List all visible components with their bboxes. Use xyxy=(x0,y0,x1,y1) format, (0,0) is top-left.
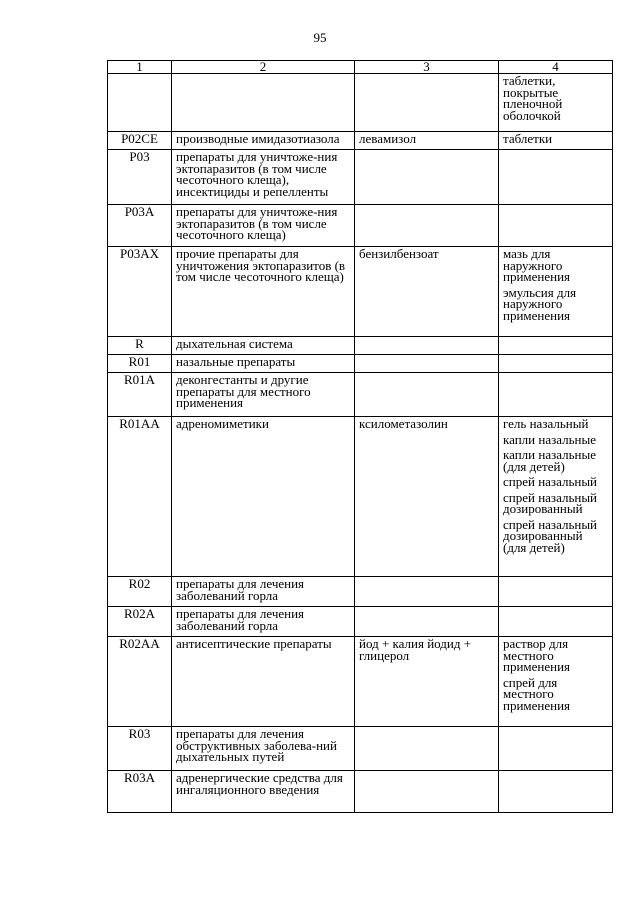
cell-code: P03 xyxy=(108,150,172,205)
cell-code: R01AA xyxy=(108,417,172,577)
cell-name xyxy=(172,74,355,132)
table-row xyxy=(108,607,613,637)
page-number: 95 xyxy=(313,30,327,45)
table-body xyxy=(108,74,613,813)
cell-name: препараты для лечения заболеваний горла xyxy=(172,577,355,607)
cell-forms xyxy=(499,150,613,205)
cell-drug: йод + калия йодид + глицерол xyxy=(355,637,499,727)
table-row xyxy=(108,337,613,355)
cell-code: R01 xyxy=(108,355,172,373)
dosage-form: капли назальные (для детей) xyxy=(503,447,596,474)
table-row xyxy=(108,205,613,247)
cell-drug xyxy=(355,150,499,205)
cell-code: R02 xyxy=(108,577,172,607)
dosage-form: эмульсия для наружного применения xyxy=(503,284,577,323)
cell-drug xyxy=(355,74,499,132)
header-row xyxy=(108,61,613,74)
cell-forms xyxy=(499,205,613,247)
cell-forms xyxy=(499,417,613,577)
table-row xyxy=(108,150,613,205)
cell-code: R03 xyxy=(108,727,172,771)
cell-forms xyxy=(499,637,613,727)
table-row xyxy=(108,247,613,337)
cell-name: прочие препараты для уничтожения эктопаразитов (в том числе чесоточного клеща) xyxy=(172,247,355,337)
cell-forms xyxy=(499,355,613,373)
cell-code: P03AX xyxy=(108,247,172,337)
column-header-drug: 3 xyxy=(355,61,499,74)
cell-name: препараты для лечения заболеваний горла xyxy=(172,607,355,637)
table-row xyxy=(108,771,613,813)
cell-code: R01A xyxy=(108,373,172,417)
cell-name: антисептические препараты xyxy=(172,637,355,727)
cell-drug xyxy=(355,771,499,813)
cell-forms xyxy=(499,577,613,607)
table-row xyxy=(108,132,613,150)
cell-name: деконгестанты и другие препараты для местного применения xyxy=(172,373,355,417)
cell-forms xyxy=(499,727,613,771)
cell-code: R02A xyxy=(108,607,172,637)
cell-name: препараты для уничтоже-ния эктопаразитов (в том числе чесоточного клеща) xyxy=(172,205,355,247)
table-row xyxy=(108,577,613,607)
cell-drug xyxy=(355,607,499,637)
cell-code xyxy=(108,74,172,132)
dosage-form: раствор для местного применения xyxy=(503,636,571,674)
dosage-form: капли назальные xyxy=(503,431,596,447)
cell-forms xyxy=(499,607,613,637)
dosage-form: спрей назальный дозированный (для детей) xyxy=(503,516,598,555)
table-row xyxy=(108,74,613,132)
table-row xyxy=(108,637,613,727)
column-header-name: 2 xyxy=(172,61,355,74)
cell-name: назальные препараты xyxy=(172,355,355,373)
table-row xyxy=(108,373,613,417)
cell-name: адреномиметики xyxy=(172,417,355,577)
cell-code: R03A xyxy=(108,771,172,813)
table-row xyxy=(108,355,613,373)
cell-drug: левамизол xyxy=(355,132,499,150)
cell-drug xyxy=(355,355,499,373)
dosage-form: таблетки, покрытые пленочной оболочкой xyxy=(503,73,563,123)
dosage-form: таблетки xyxy=(503,131,553,146)
cell-drug: ксилометазолин xyxy=(355,417,499,577)
table-row xyxy=(108,417,613,577)
drug-classification-table xyxy=(107,60,613,813)
cell-drug xyxy=(355,727,499,771)
cell-name: дыхательная система xyxy=(172,337,355,355)
cell-code: P02CE xyxy=(108,132,172,150)
cell-name: препараты для лечения обструктивных заболева-ний дыхательных путей xyxy=(172,727,355,771)
cell-drug: бензилбензоат xyxy=(355,247,499,337)
cell-forms xyxy=(499,132,613,150)
cell-forms xyxy=(499,771,613,813)
dosage-form: мазь для наружного применения xyxy=(503,246,571,284)
dosage-form: спрей назальный дозированный xyxy=(503,489,598,516)
cell-drug xyxy=(355,205,499,247)
cell-code: P03A xyxy=(108,205,172,247)
column-header-code: 1 xyxy=(108,61,172,74)
column-header-forms: 4 xyxy=(499,61,613,74)
dosage-form: спрей назальный xyxy=(503,474,598,489)
cell-drug xyxy=(355,373,499,417)
cell-drug xyxy=(355,337,499,355)
cell-name: адренергические средства для ингаляционного введения xyxy=(172,771,355,813)
cell-name: препараты для уничтоже-ния эктопаразитов (в том числе чесоточного клеща), инсектициды и репелленты xyxy=(172,150,355,205)
table-row xyxy=(108,727,613,771)
cell-code: R02AA xyxy=(108,637,172,727)
cell-forms xyxy=(499,337,613,355)
dosage-form: спрей для местного применения xyxy=(503,674,571,713)
dosage-form: гель назальный xyxy=(503,416,589,431)
cell-forms xyxy=(499,373,613,417)
cell-drug xyxy=(355,577,499,607)
cell-code: R xyxy=(108,337,172,355)
cell-forms xyxy=(499,247,613,337)
cell-name: производные имидазотиазола xyxy=(172,132,355,150)
cell-forms xyxy=(499,74,613,132)
